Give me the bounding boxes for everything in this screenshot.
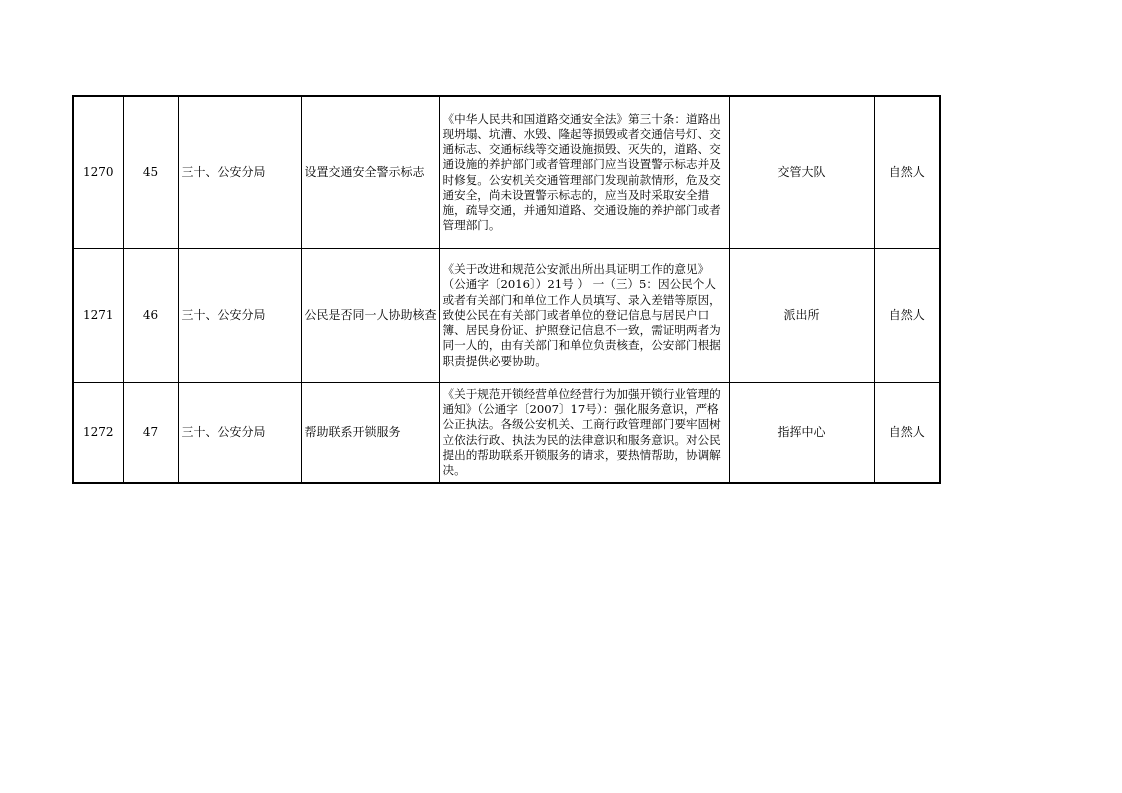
- service-items-table: [72, 95, 941, 484]
- seq-cell: 1270: [73, 96, 123, 249]
- department-cell: 三十、公安分局: [178, 249, 301, 383]
- item-name-cell: 帮助联系开锁服务: [301, 383, 439, 484]
- target-cell: 自然人: [874, 96, 940, 249]
- table-row: [73, 249, 940, 383]
- item-name-cell: 设置交通安全警示标志: [301, 96, 439, 249]
- table-row: [73, 383, 940, 484]
- sub-seq-cell: 45: [123, 96, 178, 249]
- department-cell: 三十、公安分局: [178, 383, 301, 484]
- handling-unit-cell: 指挥中心: [729, 383, 874, 484]
- target-cell: 自然人: [874, 383, 940, 484]
- table-row: [73, 96, 940, 249]
- target-cell: 自然人: [874, 249, 940, 383]
- legal-basis-cell: 《关于改进和规范公安派出所出具证明工作的意见》（公通字〔2016〕）21号 ） 一（三）5：因公民个人或者有关部门和单位工作人员填写、录入差错等原因，致使公民在有关部门或者单位的登记信息与居民户口簿、居民身份证、护照登记信息不一致，需证明两者为同一人的，由有关部门和单位负责核查，公安部门根据职责提供必要协助。: [439, 249, 729, 383]
- legal-basis-cell: 《关于规范开锁经营单位经营行为加强开锁行业管理的通知》（公通字〔2007〕17号）：强化服务意识，严格公正执法。各级公安机关、工商行政管理部门要牢固树立依法行政、执法为民的法律意识和服务意识。对公民提出的帮助联系开锁服务的请求，要热情帮助，协调解决。: [439, 383, 729, 484]
- sub-seq-cell: 47: [123, 383, 178, 484]
- handling-unit-cell: 派出所: [729, 249, 874, 383]
- legal-basis-cell: 《中华人民共和国道路交通安全法》第三十条：道路出现坍塌、坑漕、水毁、隆起等损毁或者交通信号灯、交通标志、交通标线等交通设施损毁、灭失的，道路、交通设施的养护部门或者管理部门应当设置警示标志并及时修复。公安机关交通管理部门发现前款情形，危及交通安全，尚未设置警示标志的，应当及时采取安全措施，疏导交通，并通知道路、交通设施的养护部门或者管理部门。: [439, 96, 729, 249]
- item-name-cell: 公民是否同一人协助核查: [301, 249, 439, 383]
- department-cell: 三十、公安分局: [178, 96, 301, 249]
- sub-seq-cell: 46: [123, 249, 178, 383]
- seq-cell: 1272: [73, 383, 123, 484]
- seq-cell: 1271: [73, 249, 123, 383]
- handling-unit-cell: 交管大队: [729, 96, 874, 249]
